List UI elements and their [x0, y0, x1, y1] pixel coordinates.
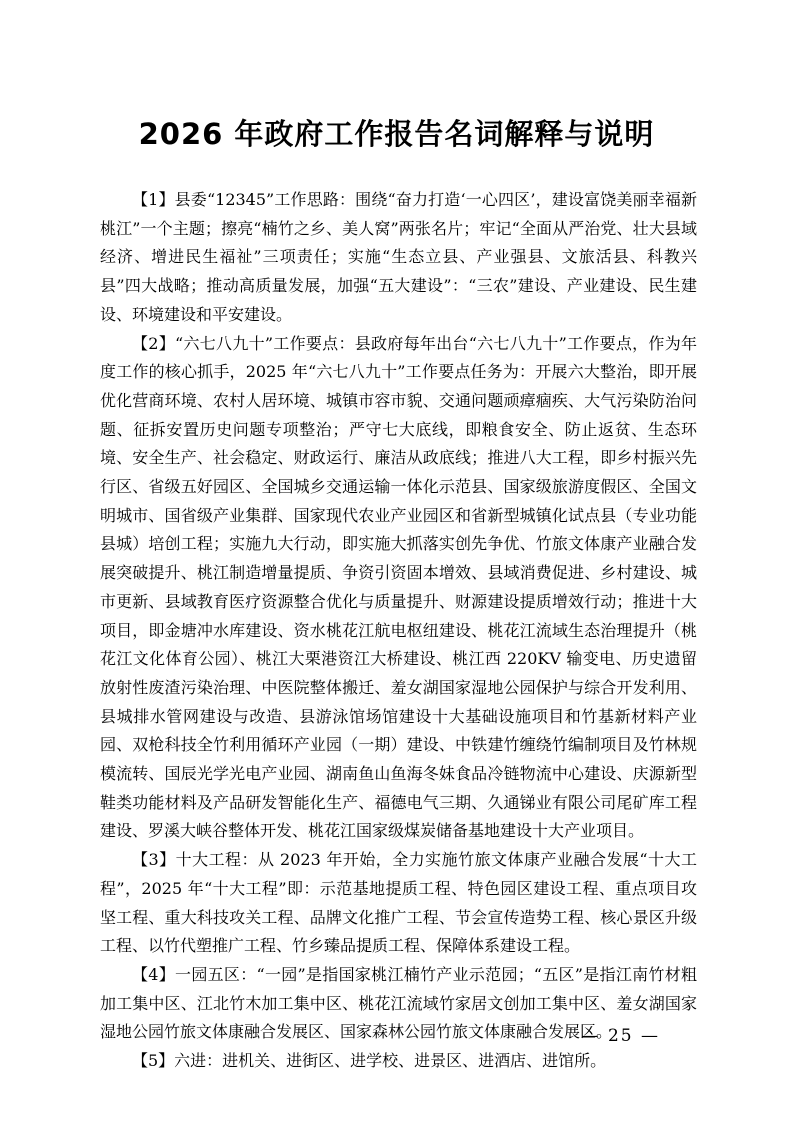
paragraph-definition-4: 【4】一园五区：“一园”是指国家桃江楠竹产业示范园；“五区”是指江南竹材粗加工集中区、江北竹木加工集中区、桃花江流域竹家居文创加工集中区、羞女湖国家湿地公园竹旅文体康融合发展区、国家森林公园竹旅文体康融合发展区。 — [100, 964, 697, 1042]
paragraph-definition-5: 【5】六进：进机关、进街区、进学校、进景区、进酒店、进馆所。 — [132, 1051, 607, 1071]
paragraph-definition-2: 【2】“六七八九十”工作要点：县政府每年出台“六七八九十”工作要点，作为年度工作的核心抓手，2025 年“六七八九十”工作要点任务为：开展六大整治，即开展优化营商环境、农村人居环境、城镇市容市貌、交通问题顽瘴痼疾、大气污染防治问题、征拆安置历史问题专项整治；严守七大底线，即粮食安全、防止返贫、生态环境、安全生产、社会稳定、财政运行、廉洁从政底线；推进八大工程，即乡村振兴先行区、省级五好园区、全国城乡交通运输一体化示范县、国家级旅游度假区、全国文明城市、国省级产业集群、国家现代农业产业园区和省新型城镇化试点县（专业功能县城）培创工程；实施九大行动，即实施大抓落实创先争优、竹旅文体康产业融合发展突破提升、桃江制造增量提质、争资引资固本增效、县域消费促进、乡村建设、城市更新、县域教育医疗资源整合优化与质量提升、财源建设提质增效行动；推进十大项目，即金塘冲水库建设、资水桃花江航电枢纽建设、桃花江流域生态治理提升（桃花江文化体育公园）、桃江大栗港资江大桥建设、桃江西 220KV 输变电、历史遗留放射性废渣污染治理、中医院整体搬迁、羞女湖国家湿地公园保护与综合开发利用、县城排水管网建设与改造、县游泳馆场馆建设十大基础设施项目和竹基新材料产业园、双枪科技全竹利用循环产业园（一期）建设、中铁建竹缠绕竹编制项目及竹林规模流转、国辰光学光电产业园、湖南鱼山鱼海冬妹食品冷链物流中心建设、庆源新型鞋类功能材料及产品研发智能化生产、福德电气三期、久通锑业有限公司尾矿库工程建设、罗溪大峡谷整体开发、桃花江国家级煤炭储备基地建设十大产业项目。 — [100, 333, 697, 841]
page-number: — 25 — — [581, 1026, 660, 1046]
document-body — [100, 186, 697, 1076]
document-title: 2026 年政府工作报告名词解释与说明 — [138, 117, 655, 151]
paragraph-definition-1: 【1】县委“12345”工作思路：围绕“奋力打造‘一心四区’，建设富饶美丽幸福新桃江”一个主题；擦亮“楠竹之乡、美人窝”两张名片；牢记“全面从严治党、壮大县域经济、增进民生福祉”三项责任；实施“生态立县、产业强县、文旅活县、科教兴县”四大战略；推动高质量发展，加强“五大建设”：“三农”建设、产业建设、民生建设、环境建设和平安建设。 — [100, 190, 697, 324]
paragraph-definition-3: 【3】十大工程：从 2023 年开始，全力实施竹旅文体康产业融合发展“十大工程”，2025 年“十大工程”即：示范基地提质工程、特色园区建设工程、重点项目攻坚工程、重大科技攻关工程、品牌文化推广工程、节会宣传造势工程、核心景区升级工程、以竹代塑推广工程、竹乡臻品提质工程、保障体系建设工程。 — [100, 850, 697, 956]
